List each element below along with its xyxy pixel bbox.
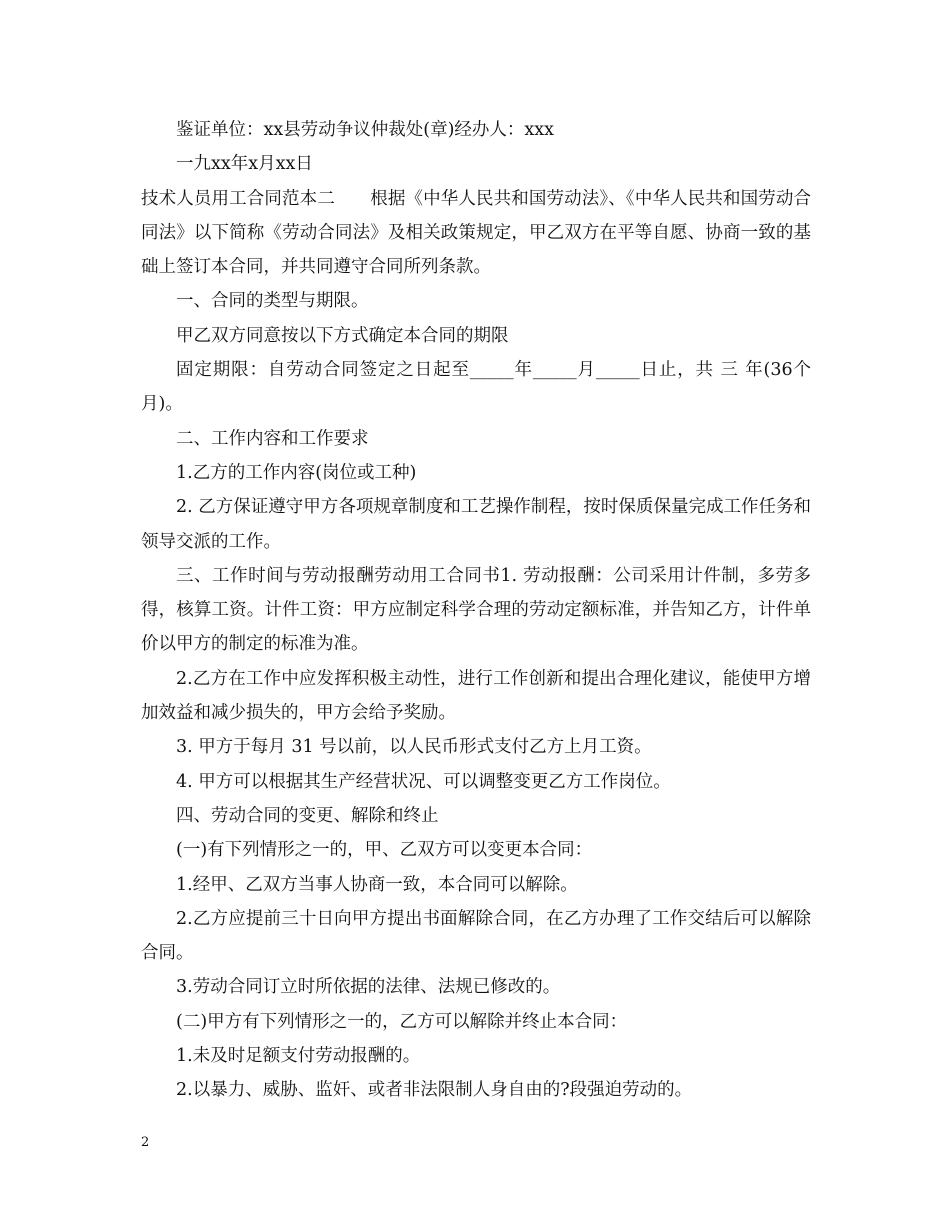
clause-pay-3: 3. 甲方于每月 31 号以前，以人民币形式支付乙方上月工资。 [176,737,652,758]
paragraph-fixed-term: 固定期限：自劳动合同签定之日起至_____年_____月_____日止，共 三 年(36个月)。 [141,360,811,415]
clause-termination-1: 1.未及时足额支付劳动报酬的。 [176,1046,421,1067]
subsection-change-conditions: (一)有下列情形之一的，甲、乙双方可以变更本合同： [176,840,593,861]
paragraph-term-agreement: 甲乙双方同意按以下方式确定本合同的期限 [176,325,509,346]
document-body [141,113,811,1108]
clause-pay-2: 2.乙方在工作中应发挥积极主动性，进行工作创新和提出合理化建议，能使甲方增加效益和减少损失的，甲方会给予奖励。 [141,668,811,724]
subsection-employee-termination: (二)甲方有下列情形之一的，乙方可以解除并终止本合同： [176,1011,628,1032]
clause-change-3: 3.劳动合同订立时所依据的法律、法规已修改的。 [176,977,561,998]
section-heading-work-content: 二、工作内容和工作要求 [176,428,369,449]
clause-change-1: 1.经甲、乙双方当事人协商一致，本合同可以解除。 [176,874,578,895]
paragraph-contract-intro: 技术人员用工合同范本二 根据《中华人民共和国劳动法》、《中华人民共和国劳动合同法》以下简称《劳动合同法》及相关政策规定，甲乙双方在平等自愿、协商一致的基础上签订本合同，并共同遵守合同所列条款。 [141,188,811,278]
section-heading-working-hours-pay: 三、工作时间与劳动报酬劳动用工合同书1. 劳动报酬：公司采用计件制，多劳多得，核算工资。计件工资：甲方应制定科学合理的劳动定额标准，并告知乙方，计件单价以甲方的制定的标准为准。 [141,565,811,655]
page-number: 2 [141,1135,150,1150]
clause-work-content-2: 2. 乙方保证遵守甲方各项规章制度和工艺操作制程，按时保质保量完成工作任务和领导交派的工作。 [141,497,811,552]
clause-change-2: 2.乙方应提前三十日向甲方提出书面解除合同，在乙方办理了工作交结后可以解除合同。 [141,908,811,964]
clause-termination-2: 2.以暴力、威胁、监奸、或者非法限制人身自由的?段强迫劳动的。 [176,1080,693,1101]
clause-work-content-1: 1.乙方的工作内容(岗位或工种) [176,462,417,483]
clause-pay-4: 4. 甲方可以根据其生产经营状况、可以调整变更乙方工作岗位。 [176,771,671,792]
section-heading-contract-type: 一、合同的类型与期限。 [176,291,369,312]
paragraph-date: 一九xx年x月xx日 [176,154,313,175]
paragraph-appraisal-unit: 鉴证单位：xx县劳动争议仲裁处(章)经办人：xxx [176,120,555,140]
section-heading-change-termination: 四、劳动合同的变更、解除和终止 [176,805,439,826]
